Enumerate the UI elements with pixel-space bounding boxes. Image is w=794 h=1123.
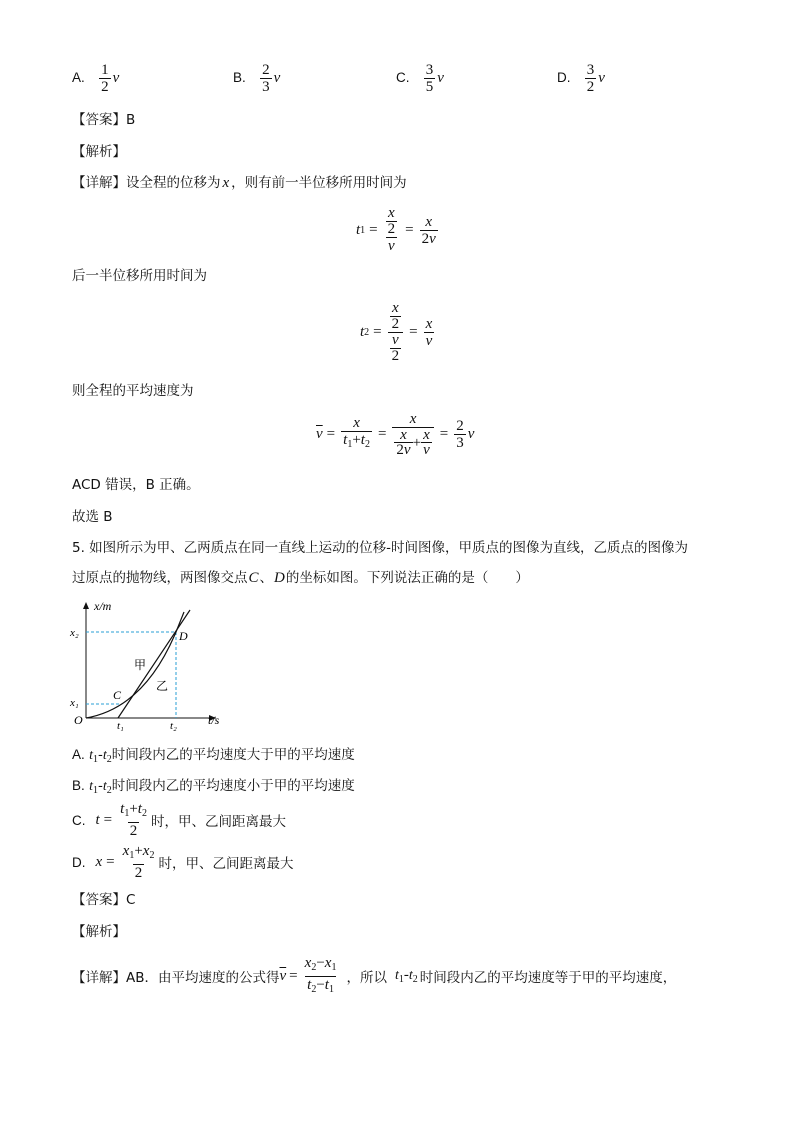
q4-option-d	[557, 62, 605, 95]
x2-label: x₂	[70, 627, 79, 639]
denominator: 3	[262, 79, 270, 95]
option-label: D.	[557, 70, 571, 85]
q5-answer	[72, 888, 135, 908]
q4-second-half-line: 后一半位移所用时间为	[72, 268, 207, 284]
q4-option-c	[396, 62, 444, 95]
xt-graph	[66, 596, 236, 732]
point-c-label: C	[113, 688, 122, 702]
x-axis-arrow	[83, 602, 89, 609]
x1-label: x₁	[70, 697, 79, 709]
stem-sep: 、	[259, 570, 274, 586]
detail-text: 设全程的位移为	[126, 175, 221, 191]
option-a-text: 时间段内乙的平均速度大于甲的平均速度	[111, 747, 355, 763]
detail-tag: 【详解】	[72, 970, 126, 986]
denominator: 5	[425, 79, 434, 95]
point-d-label: D	[179, 629, 188, 643]
fraction	[424, 62, 436, 95]
detail-tag: 【详解】	[72, 175, 126, 191]
q4-answer	[72, 108, 135, 128]
numerator: 3	[425, 62, 434, 78]
answer-value: C	[126, 892, 136, 908]
numerator: 2	[262, 62, 270, 78]
stem-text: 过原点的抛物线，两图像交点	[72, 570, 248, 586]
detail-text-3: 时间段内乙的平均速度等于甲的平均速度，	[419, 970, 677, 986]
fraction	[99, 62, 111, 95]
q4-final-choice: 故选 B	[72, 509, 113, 525]
denominator: 2	[586, 79, 595, 95]
variable: v	[598, 70, 605, 86]
option-d-text: 时，甲、乙间距离最大	[158, 856, 294, 872]
y-axis-label: x/m	[94, 599, 112, 613]
point-d-ref: D	[274, 570, 285, 586]
q5-detail-line: 【详解】 AB．由平均速度的公式得 $\overline{v}$ = $\frac{x_2-x_1}{t_2-t_1}$ ，所以 $t_1-t_2$ 时间段内乙的平均速度等于甲的平均速度，	[72, 952, 676, 1000]
q4-conclusion: ACD 错误，B 正确。	[72, 477, 200, 493]
denominator: 2	[101, 79, 109, 95]
equation-t1: t 1 = x 2 v = $\frac{x}{2v}$	[356, 205, 436, 254]
t2-label: t₂	[170, 720, 177, 732]
stem-text-2: 的坐标如图。下列说法正确的是（ ）	[285, 570, 529, 586]
q5-option-a: A. $t_1-t_2$时间段内乙的平均速度大于甲的平均速度	[72, 747, 355, 765]
answer-value: B	[126, 112, 136, 128]
origin-label: O	[74, 713, 83, 727]
answer-tag: 【答案】	[72, 112, 126, 128]
label-jia: 甲	[134, 658, 147, 672]
q5-option-c: C. t = $\frac{t_1+t_2}{2}$ 时，甲、乙间距离最大	[72, 801, 286, 839]
q4-avg-line: 则全程的平均速度为	[72, 383, 194, 399]
label-yi: 乙	[156, 679, 169, 693]
q4-analysis-tag: 【解析】	[72, 144, 126, 160]
t-axis-label: t/s	[208, 713, 220, 727]
q4-option-b	[233, 62, 280, 95]
option-c-text: 时，甲、乙间距离最大	[150, 814, 286, 830]
fraction	[585, 62, 597, 95]
option-label: C.	[396, 70, 410, 85]
answer-tag: 【答案】	[72, 892, 126, 908]
detail-text: AB．由平均速度的公式得	[126, 970, 280, 986]
equation-average-velocity: $\overline{v}$ = $\frac{x}{t_1+t_2}$ = x $\frac{x}{2v}$ + $\frac{x}{v}$ = $\frac{2}{3}$ v	[316, 411, 475, 458]
t1-label: t₁	[117, 720, 124, 732]
q5-option-d: D. x = $\frac{x_1+x_2}{2}$ 时，甲、乙间距离最大	[72, 843, 294, 881]
variable: v	[437, 70, 444, 86]
detail-text-2: ，所以	[346, 970, 387, 986]
option-b-text: 时间段内乙的平均速度小于甲的平均速度	[111, 778, 355, 794]
option-label: B.	[233, 70, 246, 85]
point-c-ref: C	[248, 570, 259, 586]
line-jia	[118, 610, 190, 718]
numerator: 1	[101, 62, 109, 78]
fraction	[260, 62, 272, 95]
q5-stem-line1: 5. 如图所示为甲、乙两质点在同一直线上运动的位移-时间图像，甲质点的图像为直线，乙质点的图像为	[72, 540, 689, 556]
q5-option-b: B. $t_1-t_2$时间段内乙的平均速度小于甲的平均速度	[72, 778, 355, 796]
var-x: x	[222, 175, 230, 191]
numerator: 3	[586, 62, 595, 78]
q4-detail-line	[72, 171, 407, 192]
q5-stem-line2	[72, 566, 529, 587]
variable: v	[273, 70, 281, 86]
option-label: A.	[72, 70, 85, 85]
detail-text-2: ，则有前一半位移所用时间为	[231, 175, 407, 191]
variable: v	[112, 70, 120, 86]
equation-t2: t 2 = x 2 v 2 = $\frac{x}{v}$	[360, 299, 433, 364]
q4-option-a	[72, 62, 119, 95]
q5-analysis-tag: 【解析】	[72, 924, 126, 940]
